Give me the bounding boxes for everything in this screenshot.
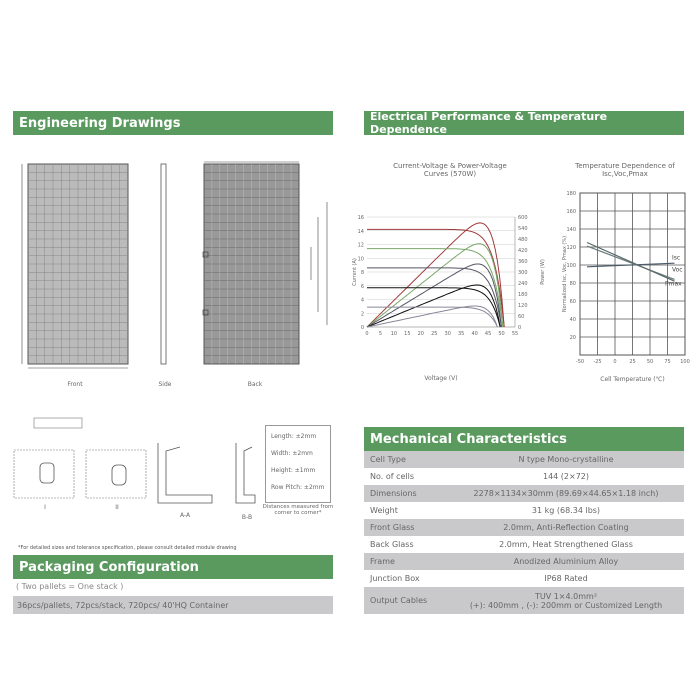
mechanical-row [364,451,684,468]
x-tick-label: 0 [365,331,369,337]
x-tick-label: 25 [431,331,438,337]
y-tick-label: 40 [569,317,576,323]
y2-tick-label: 240 [518,281,528,287]
x-tick-label: -25 [593,359,602,365]
series-line [587,243,675,282]
tolerance-box [265,425,331,503]
tolerance-row-pitch: Row Pitch: ±2mm [271,484,325,491]
temp-chart-title: Temperature Dependence of Isc,Voc,Pmax [575,162,675,178]
iv-curve [367,307,498,327]
x-tick-label: 50 [498,331,505,337]
tolerance-note: Distances measured from corner to corner* [262,504,334,516]
mechanical-row [364,570,684,587]
row-value [448,455,684,464]
row-value-line: (+): 400mm , (-): 200mm or Customized Length [469,600,663,610]
row-value [448,506,684,515]
x-tick-label: 25 [629,359,636,365]
row-value [448,540,684,549]
packaging-detail [13,596,333,614]
y2-tick-label: 360 [518,259,528,265]
row-value-line: 31 kg (68.34 lbs) [531,506,601,515]
panel-drawings [0,150,350,400]
row-value-line: 2278×1134×30mm (89.69×44.65×1.18 inch) [473,489,659,498]
row-value-line: Anodized Aluminium Alloy [513,557,619,566]
row-key: Back Glass [370,540,414,549]
header-text: Engineering Drawings [19,115,181,131]
mechanical-table [364,451,684,614]
packaging-note: ( Two pallets = One stack ) [16,582,124,591]
y2-tick-label: 180 [518,292,528,298]
section-label-aa: A-A [179,512,191,519]
series-label: Voc [672,266,683,274]
mechanical-row [364,553,684,570]
mechanical-row [364,519,684,536]
x-tick-label: 5 [378,331,383,337]
section-label-ii: II [115,504,119,511]
y-tick-label: 16 [357,215,364,221]
x-tick-label: 35 [457,331,465,337]
row-value [448,523,684,532]
row-key: Output Cables [370,596,428,605]
footnote: *For detailed sizes and tolerance specification, please consult detailed module drawing [18,545,237,551]
y2-tick-label: 0 [518,325,522,331]
row-value [448,574,684,583]
y2-tick-label: 300 [518,270,528,276]
x-tick-label: 50 [646,359,654,365]
y-tick-label: 0 [360,325,364,331]
x-tick-label: 45 [484,331,492,337]
row-key: Weight [370,506,398,515]
row-value-line: 144 (2×72) [542,472,590,481]
y-tick-label: 120 [566,245,576,251]
series-line [587,246,675,279]
tolerance-width: Width: ±2mm [271,450,313,457]
x-axis-label: Cell Temperature (℃) [600,376,665,383]
y2-tick-label: 60 [518,314,525,320]
y-tick-label: 14 [357,228,364,235]
front-label: Front [67,381,83,388]
tolerance-length: Length: ±2mm [271,433,317,440]
row-key: Frame [370,557,395,566]
iv-curve [367,268,502,327]
y-tick-label: 140 [566,227,576,233]
front-view-drawing [22,164,128,368]
row-value-line: TUV 1×4.0mm² [534,591,598,601]
y-tick-label: 6 [360,283,364,290]
row-value [448,489,684,498]
mechanical-row [364,485,684,502]
series-label: Pmax [665,280,682,288]
y-tick-label: 12 [357,242,364,249]
y-tick-label: 2 [360,311,364,318]
mechanical-row [364,587,684,614]
header-text: Mechanical Characteristics [370,431,567,447]
mechanical-row [364,502,684,519]
y2-axis-label: Power (W) [540,259,546,285]
y-tick-label: 20 [569,335,576,341]
row-key: Junction Box [370,574,420,583]
y-axis-label: Normalized Isc, Voc, Pmax (%) [562,235,568,313]
y-tick-label: 4 [360,297,364,304]
y-tick-label: 160 [566,209,576,215]
x-tick-label: 15 [404,331,411,337]
back-label: Back [247,381,263,388]
series-label: Isc [672,254,681,262]
mechanical-row [364,536,684,553]
row-key: No. of cells [370,472,415,481]
x-tick-label: 20 [417,331,425,337]
side-label: Side [158,381,172,388]
x-axis-label: Voltage (V) [424,375,458,382]
y2-tick-label: 480 [518,237,528,243]
x-tick-label: 30 [444,331,451,337]
y-tick-label: 80 [569,281,576,287]
y-axis-label: Current (A) [352,258,358,286]
y-tick-label: 10 [357,256,364,263]
row-value [448,557,684,566]
row-value-line: IP68 Rated [544,574,588,583]
iv-chart [350,205,550,390]
x-tick-label: 55 [511,331,519,337]
back-view-drawing [203,162,327,364]
row-key: Dimensions [370,489,417,498]
side-view-drawing [161,164,166,364]
section-label-i: I [44,504,46,511]
row-value [448,472,684,481]
y-tick-label: 8 [360,270,364,276]
row-value-line: 2.0mm, Anti-Reflection Coating [503,523,629,532]
mechanical-header [364,427,684,451]
packaging-detail-text: 36pcs/pallets, 72pcs/stack, 720pcs/ 40'HQ Container [17,600,229,610]
y-tick-label: 100 [566,263,576,269]
y2-tick-label: 540 [518,226,528,232]
x-tick-label: 100 [680,359,690,365]
engineering-drawings-header [13,111,333,135]
x-tick-label: 0 [613,359,617,365]
x-tick-label: 10 [390,331,398,337]
header-text: Packaging Configuration [19,559,199,575]
row-value [448,592,684,610]
x-tick-label: 40 [471,331,478,337]
row-key: Cell Type [370,455,406,464]
row-value-line: 2.0mm, Heat Strengthened Glass [499,540,633,549]
packaging-header [13,555,333,579]
electrical-header [364,111,684,135]
row-value-line: N type Mono-crystalline [518,455,614,464]
temp-chart [550,185,695,385]
x-tick-label: -50 [575,359,585,365]
y-tick-label: 60 [569,299,576,305]
section-label-bb: B-B [241,514,253,521]
y2-tick-label: 600 [518,215,528,221]
y2-tick-label: 120 [518,303,528,309]
y2-tick-label: 420 [518,248,528,254]
iv-chart-title: Current-Voltage & Power-Voltage Curves (570W) [393,162,507,178]
row-key: Front Glass [370,523,415,532]
header-text: Electrical Performance & Temperature Dependence [370,110,608,136]
y-tick-label: 180 [566,191,576,197]
section-drawings [0,415,260,515]
tolerance-height: Height: ±1mm [271,467,316,474]
mechanical-row [364,468,684,485]
x-tick-label: 75 [664,359,671,365]
